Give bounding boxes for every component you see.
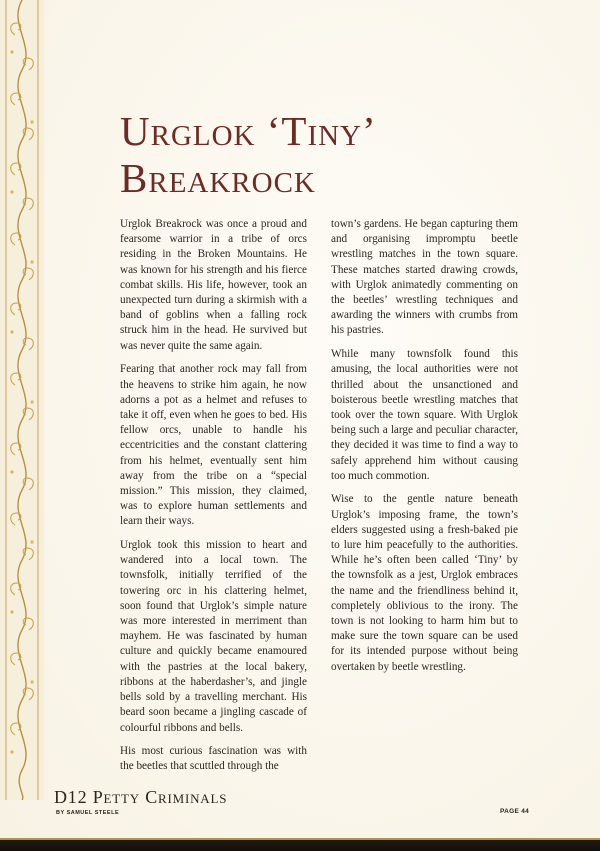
body-paragraph: Fearing that another rock may fall from the heavens to strike him again, he now adorns a pot as a helmet and refuses to take it off, even when he goes to bed. His fellow orcs, unable to handle his eccentricities and the constant clattering from his helmet, eventually sent him away from the tribe on a “special mission.” This mission, they claimed, was to explore human settlements and learn their ways. bbox=[120, 363, 307, 528]
page-title bbox=[120, 108, 540, 202]
text-column-right bbox=[331, 217, 518, 683]
text-column-left bbox=[120, 217, 307, 783]
body-paragraph: town’s gardens. He began capturing them and organising impromptu beetle wrestling matches in the town square. These matches started drawing crowds, with Urglok animatedly commenting on the beetles’ wrestling techniques and awarding the winners with crumbs from his pastries. bbox=[331, 218, 518, 337]
body-paragraph: While many townsfolk found this amusing, the local authorities were not thrilled about the unsanctioned and boisterous beetle wrestling matches that took over the town square. With Urglok being such a large and peculiar character, they decided it was time to find a way to safely apprehend him without causing too much commotion. bbox=[331, 348, 518, 482]
page-number: PAGE 44 bbox=[500, 808, 530, 815]
title-line-1: Urglok ‘Tiny’ bbox=[120, 108, 377, 154]
body-paragraph: Urglok Breakrock was once a proud and fearsome warrior in a tribe of orcs residing in the Broken Mountains. He was known for his strength and his fierce combat skills. His life, however, took an unexpected turn during a skirmish with a band of goblins when a falling rock struck him in the head. He survived but was never quite the same again. bbox=[120, 218, 307, 352]
title-line-2: Breakrock bbox=[120, 155, 316, 201]
footer-band bbox=[0, 838, 600, 851]
body-paragraph: His most curious fascination was with the beetles that scuttled through the bbox=[120, 745, 307, 773]
book-title: D12 Petty Criminals bbox=[54, 787, 228, 807]
body-paragraph: Wise to the gentle nature beneath Urglok’s imposing frame, the town’s elders suggested using a fresh-baked pie to lure him peacefully to the authorities. While he’s often been called ‘Tiny’ by the townsfolk as a jest, Urglok embraces the name and the friendliness behind it, completely oblivious to the irony. The town is not looking to harm him but to make sure the town square can be used for its intended purpose without being overtaken by beetle wrestling. bbox=[331, 493, 518, 673]
author-credit: BY SAMUEL STEELE bbox=[56, 810, 120, 816]
body-paragraph: Urglok took this mission to heart and wandered into a local town. The townsfolk, initially terrified of the towering orc in his clattering helmet, soon found that Urglok’s simple nature was more interested in merriment than mayhem. He was fascinated by human culture and quickly became enamoured with the pastries at the local bakery, ribbons at the haberdasher’s, and jingle bells sold by a travelling merchant. His beard soon became a jingling cascade of colourful ribbons and bells. bbox=[120, 539, 307, 734]
ornamental-vine-border-icon bbox=[0, 0, 44, 800]
